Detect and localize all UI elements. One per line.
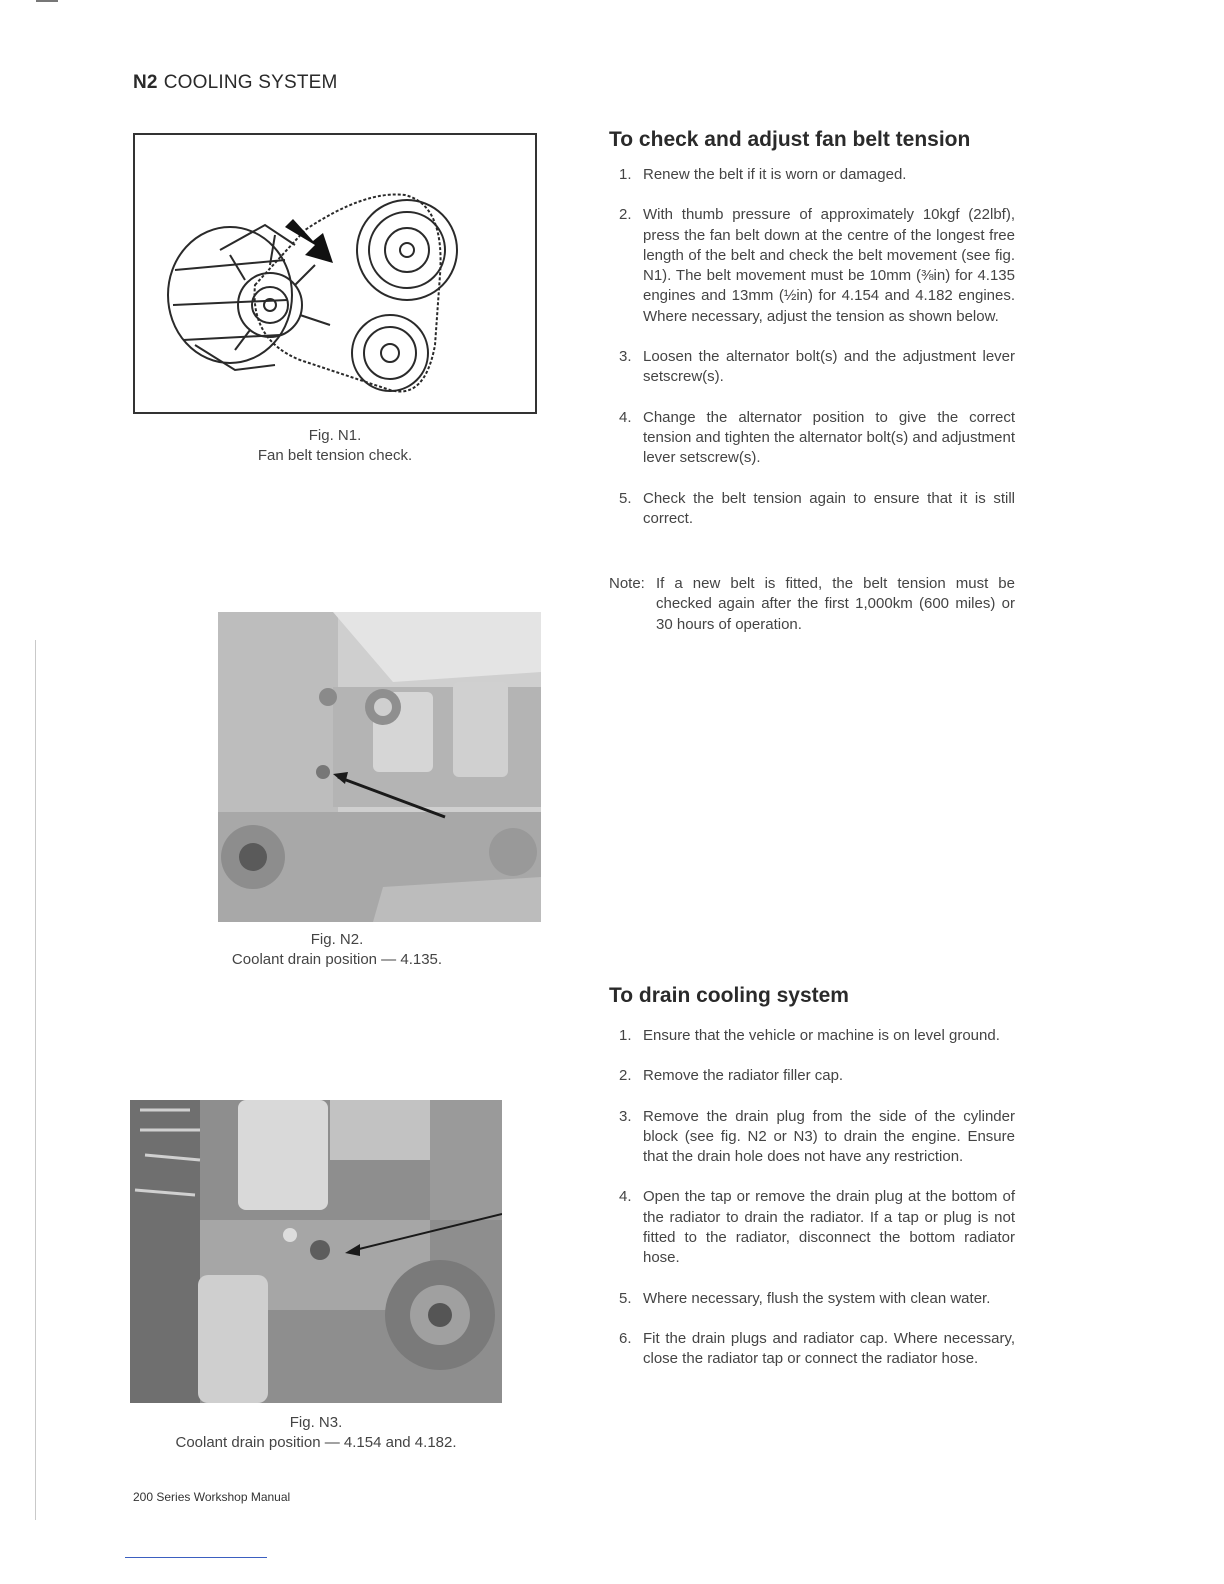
figure-n1-caption	[133, 426, 537, 466]
step-text: Renew the belt if it is worn or damaged.	[643, 166, 907, 183]
step-number: 3.	[619, 348, 632, 366]
step-text: Change the alternator position to give the correct tension and tighten the alternator bolt(s) and adjustment lever setscrew(s).	[643, 408, 1015, 467]
fan-belt-steps-list	[609, 165, 1015, 549]
step-text: Ensure that the vehicle or machine is on level ground.	[643, 1027, 1000, 1044]
step-number: 1.	[619, 1027, 632, 1044]
list-item	[609, 1289, 1015, 1309]
step-text: With thumb pressure of approximately 10kgf (22lbf), press the fan belt down at the centre of the longest free length of the belt and check the belt movement (see fig. N1). The belt movement must be 10mm (⅜in) for 4.135 engines and 13mm (½in) for 4.154 and 4.182 engines. Where necessary, adjust the tension as shown below.	[643, 206, 1015, 325]
page-footer: 200 Series Workshop Manual	[133, 1490, 291, 1504]
note-text: If a new belt is fitted, the belt tension must be checked again after the first 1,000km (600 miles) or 30 hours of operation.	[656, 575, 1015, 633]
step-number: 2.	[619, 206, 632, 224]
scan-edge-mark	[36, 0, 58, 2]
step-text: Open the tap or remove the drain plug at the bottom of the radiator to drain the radiator. If a tap or plug is not fitted to the radiator, disconnect the bottom radiator hose.	[643, 1188, 1015, 1267]
step-number: 5.	[619, 489, 632, 507]
section-heading-fan-belt: To check and adjust fan belt tension	[609, 128, 971, 151]
step-text: Where necessary, flush the system with clean water.	[643, 1289, 991, 1307]
step-number: 5.	[619, 1289, 632, 1307]
step-number: 3.	[619, 1107, 632, 1125]
figure-n1-drawing	[133, 133, 537, 414]
section-heading-drain: To drain cooling system	[609, 984, 849, 1007]
figure-label: Fig. N2.	[310, 931, 364, 948]
figure-label: Fig. N1.	[308, 427, 362, 444]
list-item	[609, 1026, 1015, 1046]
figure-n3-caption	[130, 1413, 502, 1453]
note-label: Note:	[609, 575, 645, 592]
step-number: 4.	[619, 408, 632, 426]
list-item	[609, 347, 1015, 388]
figure-caption-text: Coolant drain position — 4.135.	[231, 951, 443, 968]
scan-bottom-line	[125, 1557, 267, 1558]
figure-n2-photo	[133, 612, 541, 922]
figure-caption-text: Fan belt tension check.	[257, 447, 413, 464]
list-item	[609, 1107, 1015, 1168]
step-text: Remove the drain plug from the side of the cylinder block (see fig. N2 or N3) to drain the engine. Ensure that the drain hole does not have any restriction.	[643, 1107, 1015, 1166]
drain-steps-list	[609, 1026, 1015, 1390]
scan-margin-line	[35, 640, 36, 1520]
section-title: COOLING SYSTEM	[163, 72, 338, 93]
step-number: 6.	[619, 1329, 632, 1347]
section-code: N2	[133, 72, 158, 93]
step-text: Loosen the alternator bolt(s) and the adjustment lever setscrew(s).	[643, 348, 1015, 386]
page-header	[133, 72, 338, 94]
step-text: Fit the drain plugs and radiator cap. Where necessary, close the radiator tap or connect the radiator hose.	[643, 1329, 1015, 1368]
step-number: 1.	[619, 166, 632, 183]
step-number: 4.	[619, 1188, 632, 1206]
step-text: Remove the radiator filler cap.	[643, 1067, 844, 1085]
step-number: 2.	[619, 1067, 632, 1085]
belt-note	[609, 574, 1015, 635]
figure-n2-caption	[133, 930, 541, 970]
list-item	[609, 1187, 1015, 1268]
list-item	[609, 165, 1015, 185]
list-item	[609, 1329, 1015, 1370]
figure-n3-photo	[130, 1100, 502, 1403]
list-item	[609, 489, 1015, 530]
step-text: Check the belt tension again to ensure that it is still correct.	[643, 489, 1015, 527]
list-item	[609, 1066, 1015, 1086]
list-item	[609, 205, 1015, 327]
figure-caption-text: Coolant drain position — 4.154 and 4.182.	[175, 1434, 457, 1451]
list-item	[609, 408, 1015, 469]
figure-label: Fig. N3.	[289, 1414, 343, 1431]
